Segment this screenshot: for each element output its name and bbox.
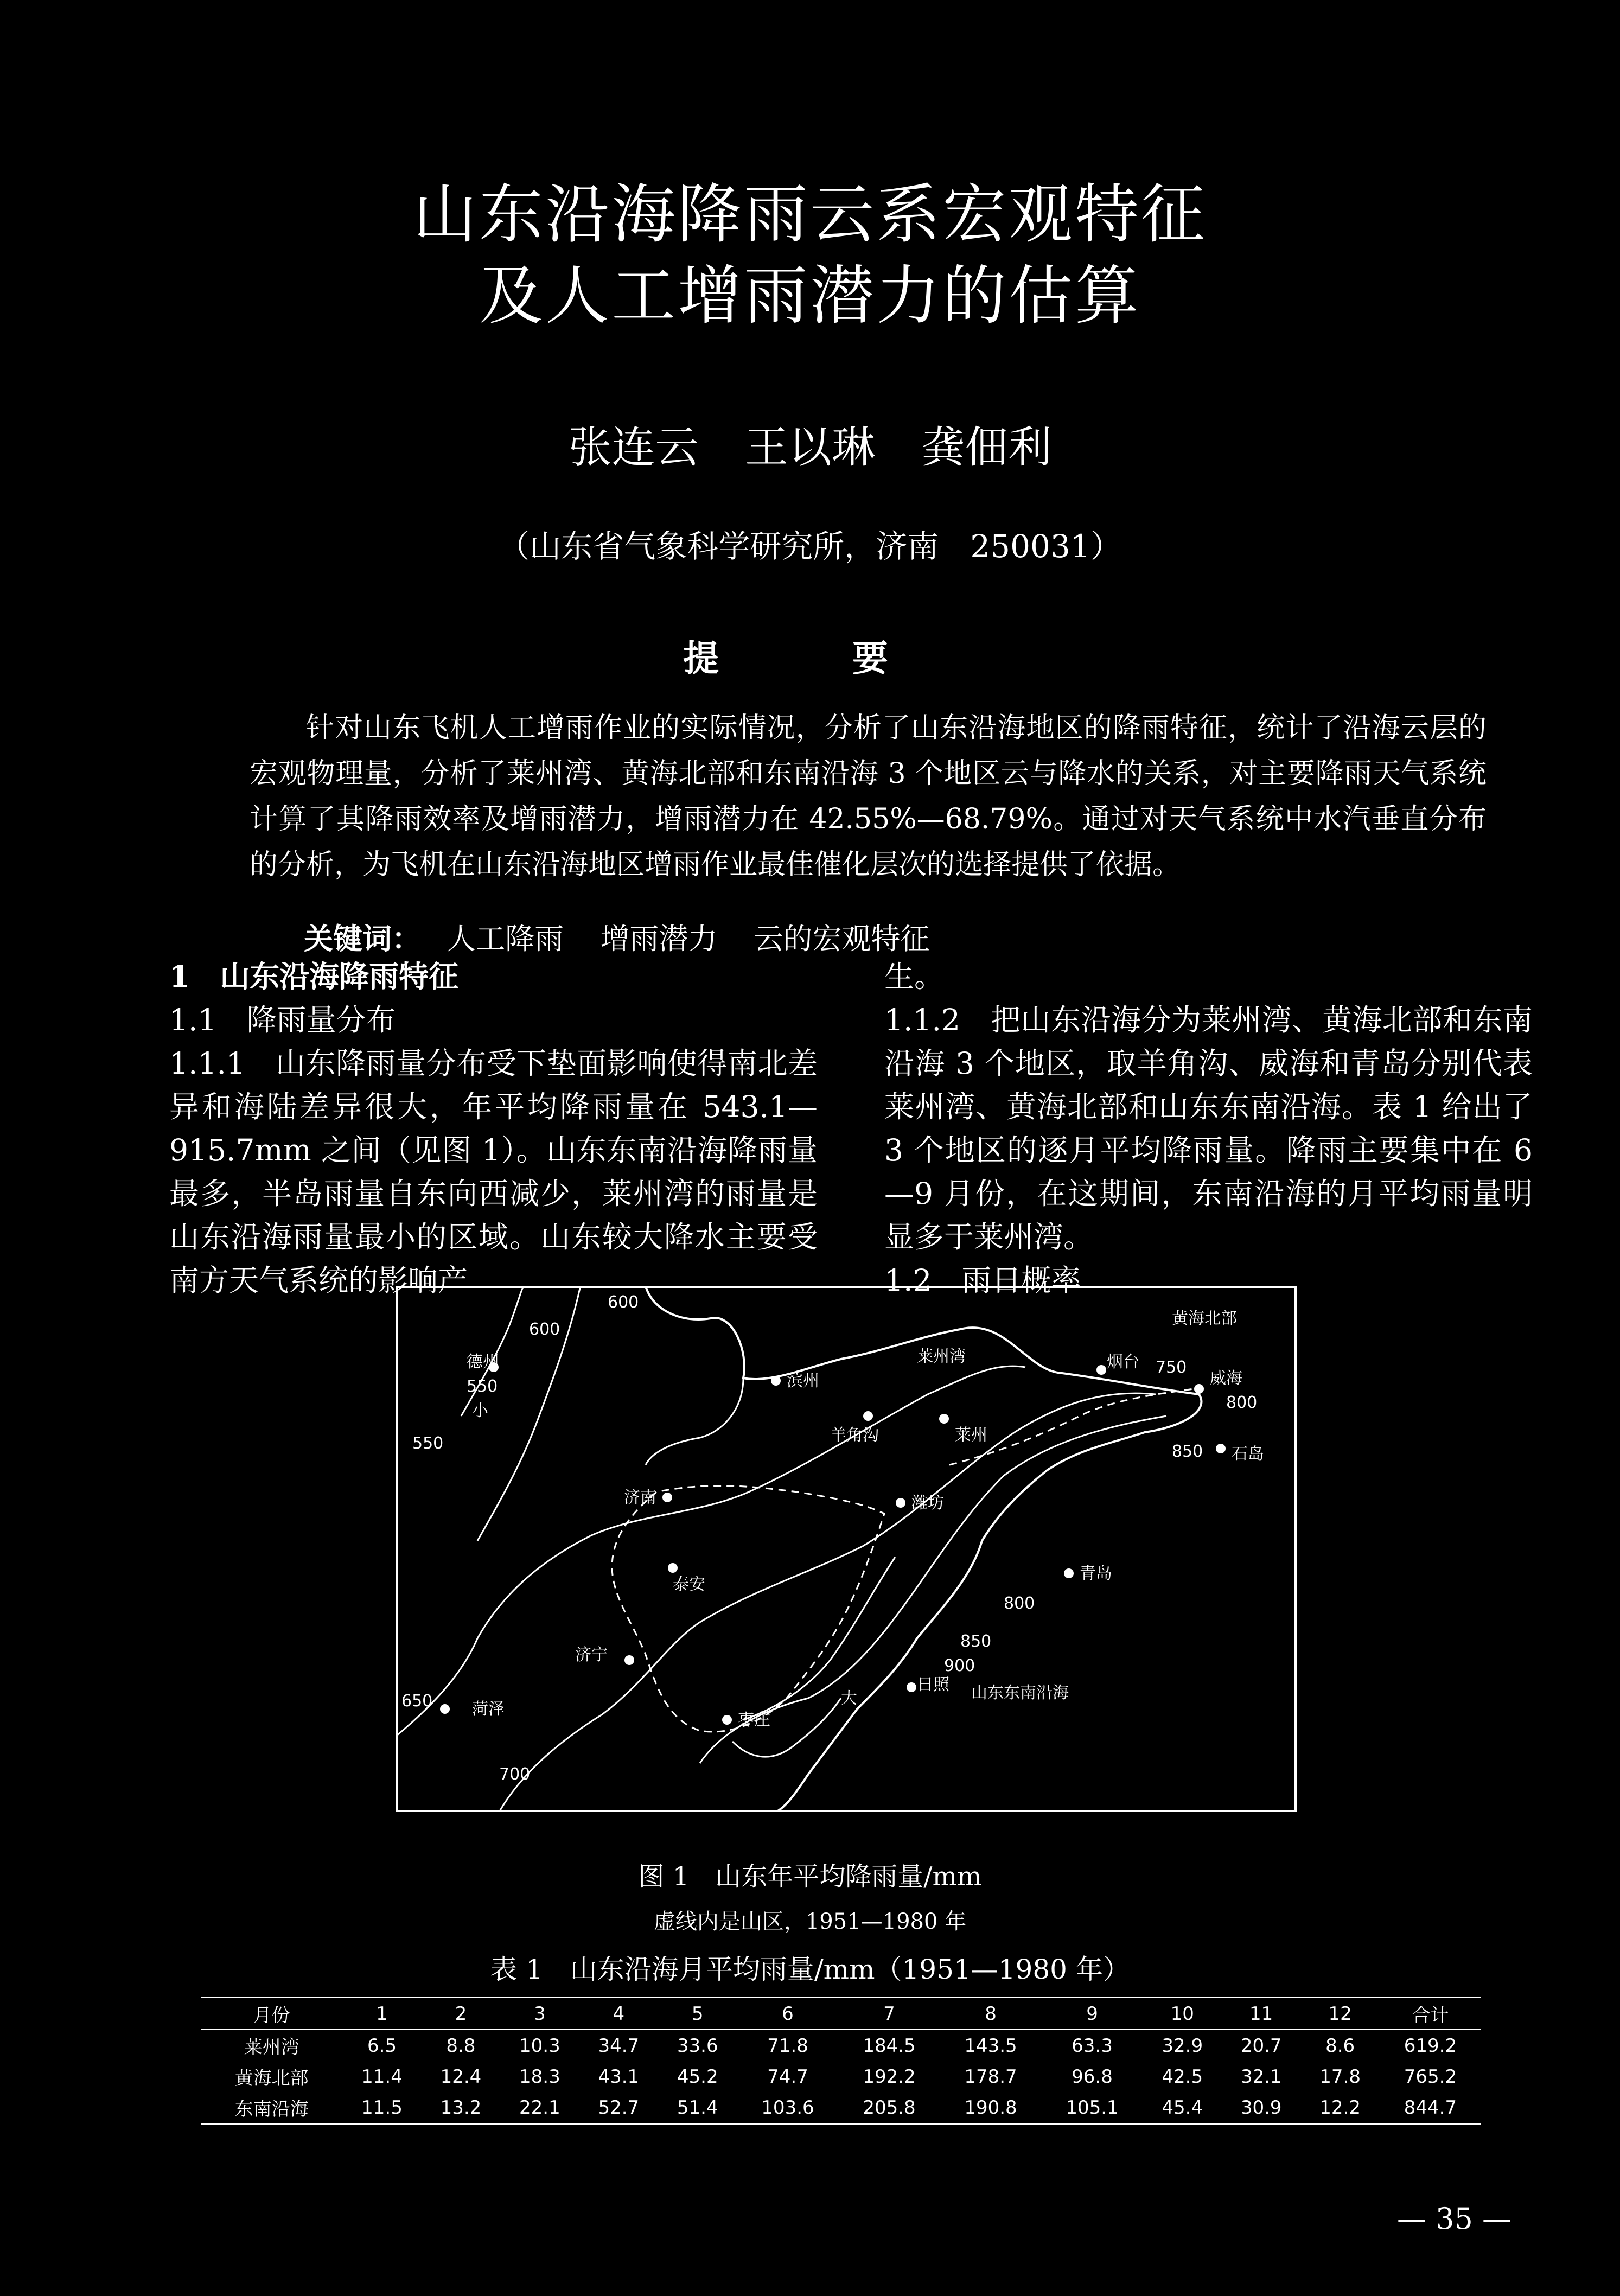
table-cell: 6.5 [367,2034,397,2057]
table-cell: 莱州湾 [244,2037,299,2058]
table-cell: 45.2 [677,2065,718,2088]
table-cell: 45.4 [1143,2092,1222,2124]
author-name: 龚佃利 [921,422,1052,473]
table-cell: 8.6 [1325,2034,1355,2057]
table-row [201,2092,1481,2124]
place-label: 济南 [624,1488,656,1507]
table-cell: 34.7 [598,2034,640,2057]
table-cell: 205.8 [838,2092,940,2124]
place-label: 青岛 [1080,1564,1112,1583]
place-label: 小 [472,1401,488,1420]
contour-label: 550 [467,1377,498,1396]
table-cell: 12.2 [1300,2092,1379,2124]
table-cell: 143.5 [964,2034,1017,2057]
place-label: 滨州 [787,1372,819,1391]
place-label: 菏泽 [472,1700,505,1719]
table-cell: 10.3 [519,2034,560,2057]
contour-label: 850 [1172,1442,1203,1461]
place-label: 济宁 [575,1646,608,1664]
keyword: 增雨潜力 [600,922,718,956]
contour-550 [461,1286,524,1416]
place-label: 羊角沟 [830,1426,879,1445]
keyword: 人工降雨 [447,922,564,956]
rainfall-contour-map [396,1286,1297,1812]
place-label: 泰安 [673,1575,705,1594]
author-name: 王以琳 [745,422,875,473]
monthly-rainfall-table [201,1997,1481,2125]
table-caption: 表 1 山东沿海月平均雨量/mm（1951—1980 年） [490,1954,1130,1985]
table-header-cell: 5 [658,1998,737,2030]
contour-label: 750 [1156,1358,1187,1377]
keyword: 云的宏观特征 [754,922,930,956]
table-cell: 43.1 [598,2065,640,2088]
table-cell: 8.8 [446,2034,476,2057]
table-cell: 22.1 [500,2092,579,2124]
affiliation: （山东省气象科学研究所，济南 250031） [498,528,1122,565]
author-list [0,412,1620,475]
contour-label: 800 [1226,1393,1258,1412]
table-cell: 东南沿海 [201,2092,342,2124]
table-cell: 51.4 [658,2092,737,2124]
body-paragraph: 1.1.1 山东降雨量分布受下垫面影响使得南北差异和海陆差异很大，年平均降雨量在 543.1—915.7mm 之间（见图 1）。山东东南沿海降雨量最多，半岛雨量自东向西减少，莱州湾的雨量是山东沿海雨量最小的区域。山东较大降水主要受南方天气系统的影响产 [169,1046,818,1298]
table-cell: 11.4 [361,2065,403,2088]
contour-label: 600 [608,1293,639,1312]
table-header-cell: 10 [1143,1998,1222,2030]
keywords-label: 关键词： [304,921,421,956]
place-label: 石岛 [1232,1445,1264,1464]
table-row [201,2030,1481,2061]
table-header-cell: 12 [1300,1998,1379,2030]
table-cell: 52.7 [579,2092,658,2124]
table-header-cell: 9 [1042,1998,1143,2030]
table-cell: 105.1 [1042,2092,1143,2124]
paper-title-line1: 山东沿海降雨云系宏观特征 [412,177,1207,252]
contour-label: 600 [529,1320,560,1339]
contour-label: 850 [960,1632,992,1651]
table-cell: 17.8 [1319,2065,1361,2088]
table-cell: 190.8 [940,2092,1042,2124]
place-label: 潍坊 [911,1494,944,1513]
region-label: 黄海北部 [1172,1309,1237,1328]
keywords [304,916,957,958]
contour-label: 800 [1004,1594,1035,1613]
table-header-row [201,1998,1481,2030]
left-column [169,955,818,1302]
abstract-heading: 提 要 [683,637,937,679]
place-label: 烟台 [1107,1353,1139,1372]
table-cell: 13.2 [422,2092,500,2124]
table-header-cell: 3 [500,1998,579,2030]
table-cell: 30.9 [1222,2092,1300,2124]
body-paragraph-continued: 生。 [884,959,945,994]
paper-title-line2: 及人工增雨潜力的估算 [479,258,1141,333]
table-cell: 11.5 [342,2092,421,2124]
table-header-cell: 11 [1222,1998,1300,2030]
table-cell: 33.6 [677,2034,718,2057]
table-header-cell: 月份 [201,1998,342,2030]
body-paragraph: 1.1.2 把山东沿海分为莱州湾、黄海北部和东南沿海 3 个地区，取羊角沟、威海和青岛分别代表莱州湾、黄海北部和山东东南沿海。表 1 给出了 3 个地区的逐月平均降雨量。降雨主要集中在 6—9 月份，在这期间，东南沿海的月平均雨量明显多于莱州湾。 [884,1003,1533,1254]
mountain-boundary [612,1389,1194,1732]
figure-caption: 图 1 山东年平均降雨量/mm [638,1861,982,1892]
table-cell: 184.5 [863,2034,916,2057]
section-heading: 1 山东沿海降雨特征 [169,959,459,994]
table-cell: 黄海北部 [234,2068,309,2089]
table-header-cell: 合计 [1380,1998,1481,2030]
contour-label: 550 [412,1434,444,1453]
place-label: 日照 [917,1675,949,1694]
table-header-cell: 7 [838,1998,940,2030]
table-cell: 42.5 [1162,2065,1203,2088]
table-cell: 18.3 [519,2065,560,2088]
table-cell: 20.7 [1240,2034,1282,2057]
place-label: 枣庄 [738,1711,770,1730]
table-cell: 71.8 [767,2034,808,2057]
region-label: 山东东南沿海 [971,1683,1069,1702]
place-label: 德州 [467,1353,499,1372]
table-cell: 192.2 [863,2065,916,2088]
contour-label: 900 [944,1656,975,1675]
contour-lines [396,1286,1166,1812]
table-cell: 74.7 [767,2065,808,2088]
page-number: — 35 — [1396,2202,1511,2236]
right-column [884,955,1533,1302]
coastline-bay [646,1378,743,1465]
place-label: 大 [841,1689,857,1708]
table-header-cell: 1 [342,1998,421,2030]
city-markers [440,1362,1226,1725]
table-cell: 844.7 [1380,2092,1481,2124]
place-label: 威海 [1210,1369,1242,1388]
table-cell: 63.3 [1072,2034,1113,2057]
subsection-heading: 1.1 降雨量分布 [169,1003,396,1037]
contour-label: 700 [499,1765,531,1784]
table-row [201,2061,1481,2092]
table-header-cell: 2 [422,1998,500,2030]
author-name: 张连云 [568,422,699,473]
table-cell: 12.4 [440,2065,482,2088]
table-cell: 96.8 [1072,2065,1113,2088]
table-cell: 103.6 [737,2092,838,2124]
contour-850 [743,1557,895,1720]
place-label: 莱州 [955,1426,987,1445]
subsection-heading: 1.2 雨日概率 [884,1263,1081,1298]
table-header-cell: 6 [737,1998,838,2030]
table-header-cell: 4 [579,1998,658,2030]
place-label: 莱州湾 [917,1347,966,1366]
table-cell: 178.7 [964,2065,1017,2088]
table-cell: 32.9 [1162,2034,1203,2057]
table-cell: 765.2 [1404,2065,1457,2088]
table-header-cell: 8 [940,1998,1042,2030]
contour-label: 650 [401,1692,433,1711]
figure-note: 虚线内是山区，1951—1980 年 [653,1909,967,1934]
table-cell: 619.2 [1404,2034,1457,2057]
table-cell: 32.1 [1240,2065,1282,2088]
abstract-text: 针对山东飞机人工增雨作业的实际情况，分析了山东沿海地区的降雨特征，统计了沿海云层的宏观物理量，分析了莱州湾、黄海北部和东南沿海 3 个地区云与降水的关系，对主要降雨天气系统计算了其降雨效率及增雨潜力，增雨潜力在 42.55%—68.79%。通过对天气系统中水汽垂直分布的分析，为飞机在山东沿海地区增雨作业最佳催化层次的选择提供了依据。 [250,712,1487,881]
